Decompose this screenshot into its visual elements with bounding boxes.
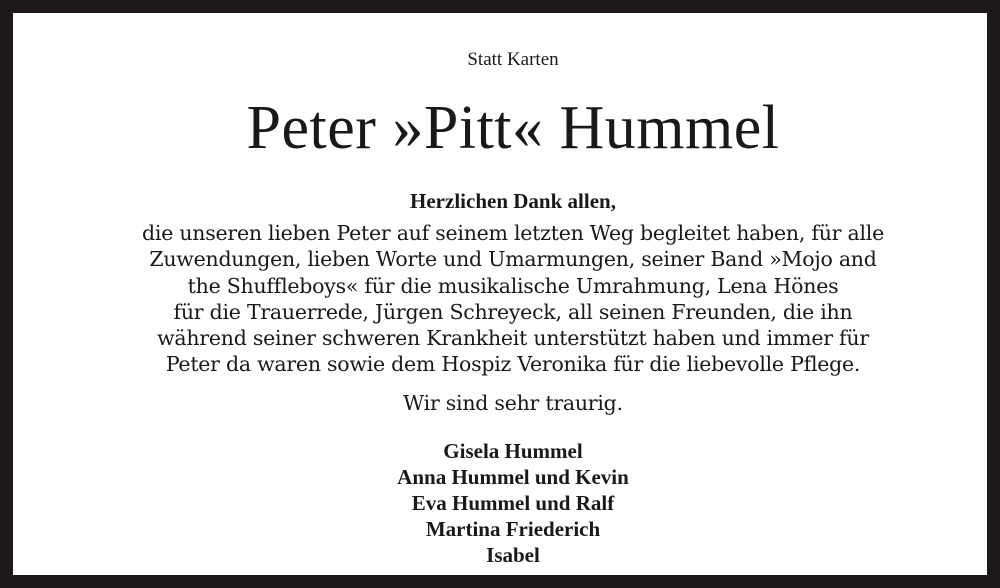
thanks-line: Peter da waren sowie dem Hospiz Veronika für die liebevolle Pflege. (165, 352, 861, 377)
thanks-heading: Herzlichen Dank allen, (410, 189, 616, 213)
thanks-line: Zuwendungen, lieben Worte und Umarmungen, seiner Band »Mojo and (149, 247, 877, 272)
signature-name: Eva Hummel und Ralf (411, 491, 615, 515)
pre-heading: Statt Karten (467, 49, 559, 70)
notice-content (26, 26, 1000, 588)
signature-name: Gisela Hummel (443, 439, 583, 463)
thanks-line: the Shuffleboys« für die musikalische Umrahmung, Lena Hönes (187, 273, 839, 298)
thanks-line: während seiner schweren Krankheit unterstützt haben und immer für (157, 326, 869, 351)
thanks-line: für die Trauerrede, Jürgen Schreyeck, all seinen Freunden, die ihn (173, 299, 853, 324)
signature-name: Isabel (486, 543, 540, 567)
signature-name: Anna Hummel und Kevin (397, 465, 629, 489)
closing-line: Wir sind sehr traurig. (403, 391, 623, 415)
thanks-line: die unseren lieben Peter auf seinem letzten Weg begleitet haben, für alle (142, 221, 884, 245)
signatures (26, 438, 1000, 568)
deceased-name: Peter »Pitt« Hummel (246, 94, 780, 162)
signature-name: Martina Friederich (425, 517, 601, 541)
thanks-body (26, 220, 1000, 378)
